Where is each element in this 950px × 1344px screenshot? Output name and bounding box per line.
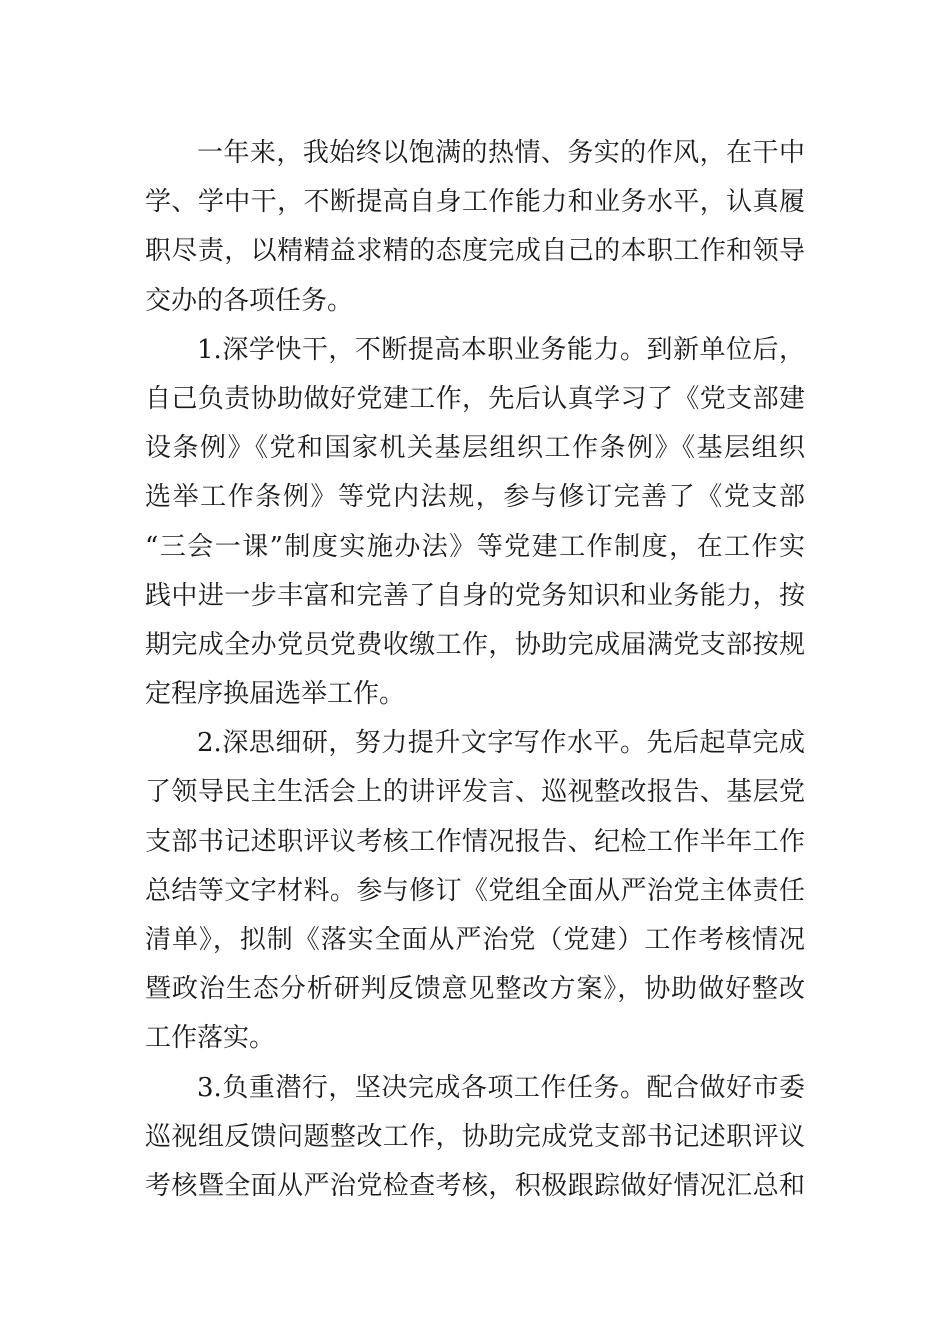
text-line: 支部书记述职评议考核工作情况报告、纪检工作半年工作 xyxy=(145,826,805,857)
text-line: 交办的各项任务。 xyxy=(145,285,354,316)
text-line: 2.深思细研，努力提升文字写作水平。先后起草完成 xyxy=(197,728,805,759)
paragraph-2 xyxy=(145,326,805,720)
text-line: “三会一课”制度实施办法》等党建工作制度，在工作实 xyxy=(145,531,805,562)
text-line: 1.深学快干，不断提高本职业务能力。到新单位后， xyxy=(197,334,805,365)
text-line: 清单》，拟制《落实全面从严治党（党建）工作考核情况 xyxy=(145,925,805,955)
document-body xyxy=(145,129,805,1211)
text-line: 践中进一步丰富和完善了自身的党务知识和业务能力，按 xyxy=(145,580,805,611)
paragraph-1 xyxy=(145,129,805,326)
paragraph-3 xyxy=(145,719,805,1063)
paragraph-4 xyxy=(145,1064,805,1212)
text-line: 期完成全办党员党费收缴工作，协助完成届满党支部按规 xyxy=(145,629,805,660)
text-line: 考核暨全面从严治党检查考核，积极跟踪做好情况汇总和 xyxy=(145,1170,805,1201)
text-line: 总结等文字材料。参与修订《党组全面从严治党主体责任 xyxy=(145,875,805,906)
text-line: 设条例》《党和国家机关基层组织工作条例》《基层组织 xyxy=(145,433,805,464)
text-line: 选举工作条例》等党内法规，参与修订完善了《党支部 xyxy=(145,482,805,513)
text-line: 3.负重潜行，坚决完成各项工作任务。配合做好市委 xyxy=(197,1072,805,1103)
text-line: 定程序换届选举工作。 xyxy=(145,679,406,710)
text-line: 巡视组反馈问题整改工作，协助完成党支部书记述职评议 xyxy=(145,1121,805,1152)
text-line: 学、学中干，不断提高自身工作能力和业务水平，认真履 xyxy=(145,187,805,218)
text-line: 自己负责协助做好党建工作，先后认真学习了《党支部建 xyxy=(145,383,805,414)
text-line: 一年来，我始终以饱满的热情、务实的作风，在干中 xyxy=(197,138,805,168)
text-line: 了领导民主生活会上的讲评发言、巡视整改报告、基层党 xyxy=(145,777,805,808)
text-line: 暨政治生态分析研判反馈意见整改方案》，协助做好整改 xyxy=(145,974,805,1005)
text-line: 工作落实。 xyxy=(145,1023,276,1054)
text-line: 职尽责，以精精益求精的态度完成自己的本职工作和领导 xyxy=(145,236,805,267)
